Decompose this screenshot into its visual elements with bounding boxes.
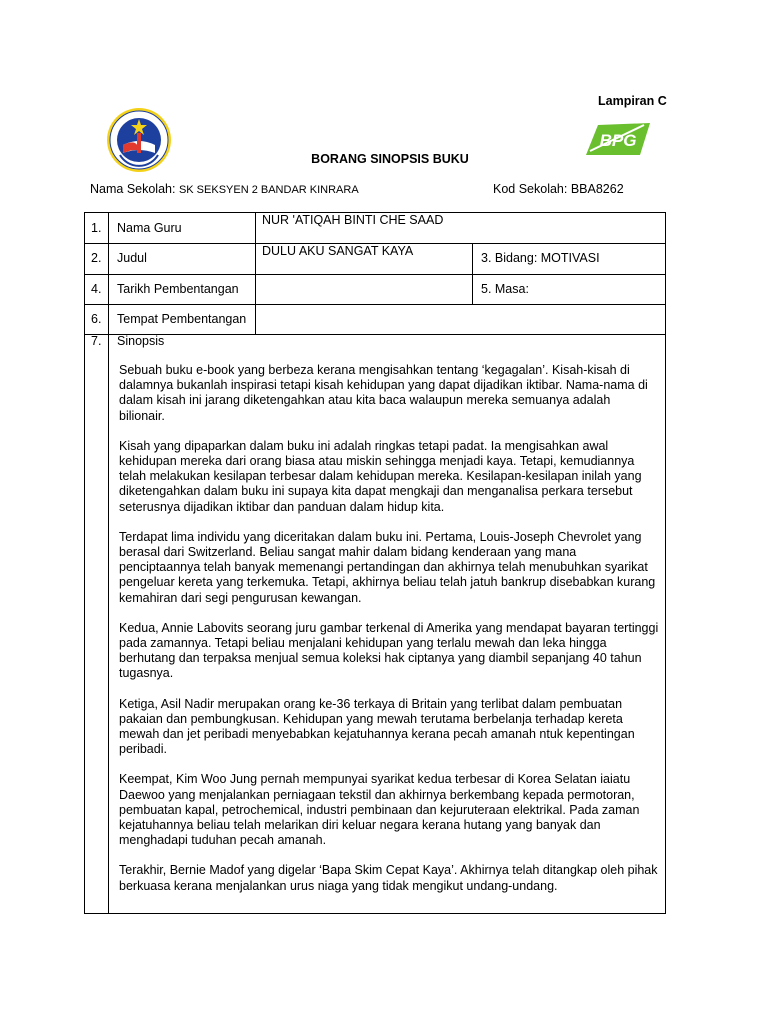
- column-divider: [108, 213, 109, 913]
- column-divider: [472, 243, 473, 304]
- sinopsis-paragraph: Keempat, Kim Woo Jung pernah mempunyai syarikat kedua terbesar di Korea Selatan iaiatu Daewoo yang menjalankan perniagaan tekstil dan akhirnya berkembang kepada permotoran, pembuatan kapal, petrochemical, industri pembinaan dan kejuruteraan elektrikal. Pada zaman kejatuhannya beliau telah melarikan diri keluar negara kerana hutang yang banyak dan menghadapi tuduhan pecah amanah.: [119, 772, 640, 848]
- sinopsis-text[interactable]: [119, 363, 659, 909]
- field-label-sinopsis: Sinopsis: [117, 334, 165, 348]
- row-number: 2.: [91, 251, 102, 265]
- field-value-nama-guru[interactable]: NUR 'ATIQAH BINTI CHE SAAD: [262, 213, 444, 227]
- field-label-tarikh: Tarikh Pembentangan: [117, 282, 239, 296]
- school-name: [90, 182, 359, 196]
- field-value-judul[interactable]: DULU AKU SANGAT KAYA: [262, 244, 414, 258]
- sinopsis-paragraph: Kedua, Annie Labovits seorang juru gambar terkenal di Amerika yang mendapat bayaran tertinggi pada zamannya. Tetapi beliau menjalani kehidupan yang terlalu mewah dan leka hingga berhutang dan terpaksa menjual semua koleksi hak ciptanya yang diambil sepanjang 40 tahun tugasnya.: [119, 620, 659, 681]
- sinopsis-paragraph: Kisah yang dipaparkan dalam buku ini adalah ringkas tetapi padat. Ia mengisahkan awal kehidupan mereka dari orang biasa atau miskin sehingga menjadi kaya. Tetapi, kemudiannya telah melakukan kesilapan terbesar dalam kehidupan mereka. Kesilapan-kesilapan inilah yang diketengahkan dalam buku ini supaya kita dapat mengkaji dan menganalisa perkara tersebut seterusnya dijadikan iktibar dan panduan dalam hidup kita.: [119, 438, 642, 514]
- field-label-nama-guru: Nama Guru: [117, 221, 182, 235]
- school-code: [493, 182, 624, 196]
- field-bidang[interactable]: 3. Bidang: MOTIVASI: [481, 251, 600, 265]
- sinopsis-paragraph: Terakhir, Bernie Madof yang digelar ‘Bapa Skim Cepat Kaya’. Akhirnya telah ditangkap oleh pihak berkuasa kerana menjalankan urus niaga yang tidak mengikut undang-undang.: [119, 863, 658, 893]
- row-number: 6.: [91, 312, 102, 326]
- school-name-value: SK SEKSYEN 2 BANDAR KINRARA: [178, 184, 359, 196]
- field-value-tempat[interactable]: [262, 312, 662, 328]
- field-value-tarikh[interactable]: [262, 282, 467, 298]
- bpg-logo-text: BPG: [599, 131, 637, 150]
- row-number: 7.: [91, 334, 102, 348]
- field-label-judul: Judul: [117, 251, 147, 265]
- row-divider: [85, 274, 665, 275]
- field-label-tempat: Tempat Pembentangan: [117, 312, 247, 326]
- field-masa[interactable]: 5. Masa:: [481, 282, 529, 296]
- synopsis-form: [84, 212, 666, 914]
- row-divider: [85, 304, 665, 305]
- row-number: 4.: [91, 282, 102, 296]
- page-title: BORANG SINOPSIS BUKU: [311, 152, 469, 166]
- sinopsis-paragraph: Ketiga, Asil Nadir merupakan orang ke-36 terkaya di Britain yang terlibat dalam pembuatan pakaian dan pembungkusan. Kehidupan yang mewah terutama berbelanja terhadap kereta mewah dan jet peribadi menyebabkan kejatuhannya kerana pecah amanah ntuk kepentingan peribadi.: [119, 696, 635, 757]
- column-divider: [255, 213, 256, 334]
- lampiran-label: Lampiran C: [598, 94, 667, 108]
- school-code-label: Kod Sekolah:: [493, 182, 568, 196]
- row-number: 1.: [91, 221, 102, 235]
- row-divider: [85, 334, 665, 335]
- sinopsis-paragraph: Sebuah buku e-book yang berbeza kerana mengisahkan tentang ‘kegagalan’. Kisah-kisah di dalamnya bukanlah inspirasi tetapi kisah kehidupan yang dapat dijadikan iktibar. Nama-nama di dalam kisah ini jarang diketengahkan atau kita baca walaupun mereka semuanya adalah bilionair.: [119, 363, 648, 423]
- school-code-value: BBA8262: [570, 182, 624, 196]
- sinopsis-paragraph: Terdapat lima individu yang diceritakan dalam buku ini. Pertama, Louis-Joseph Chevrolet yang berasal dari Switzerland. Beliau sangat mahir dalam bidang kenderaan yang mana penciptaannya telah banyak memenangi pertandingan dan akhirnya telah menubuhkan syarikat pengeluar kereta yang terkemuka. Tetapi, akhirnya beliau telah jatuh bankrup disebabkan kurang kemahiran dari segi pengurusan kewangan.: [119, 529, 656, 605]
- school-name-label: Nama Sekolah:: [90, 182, 176, 196]
